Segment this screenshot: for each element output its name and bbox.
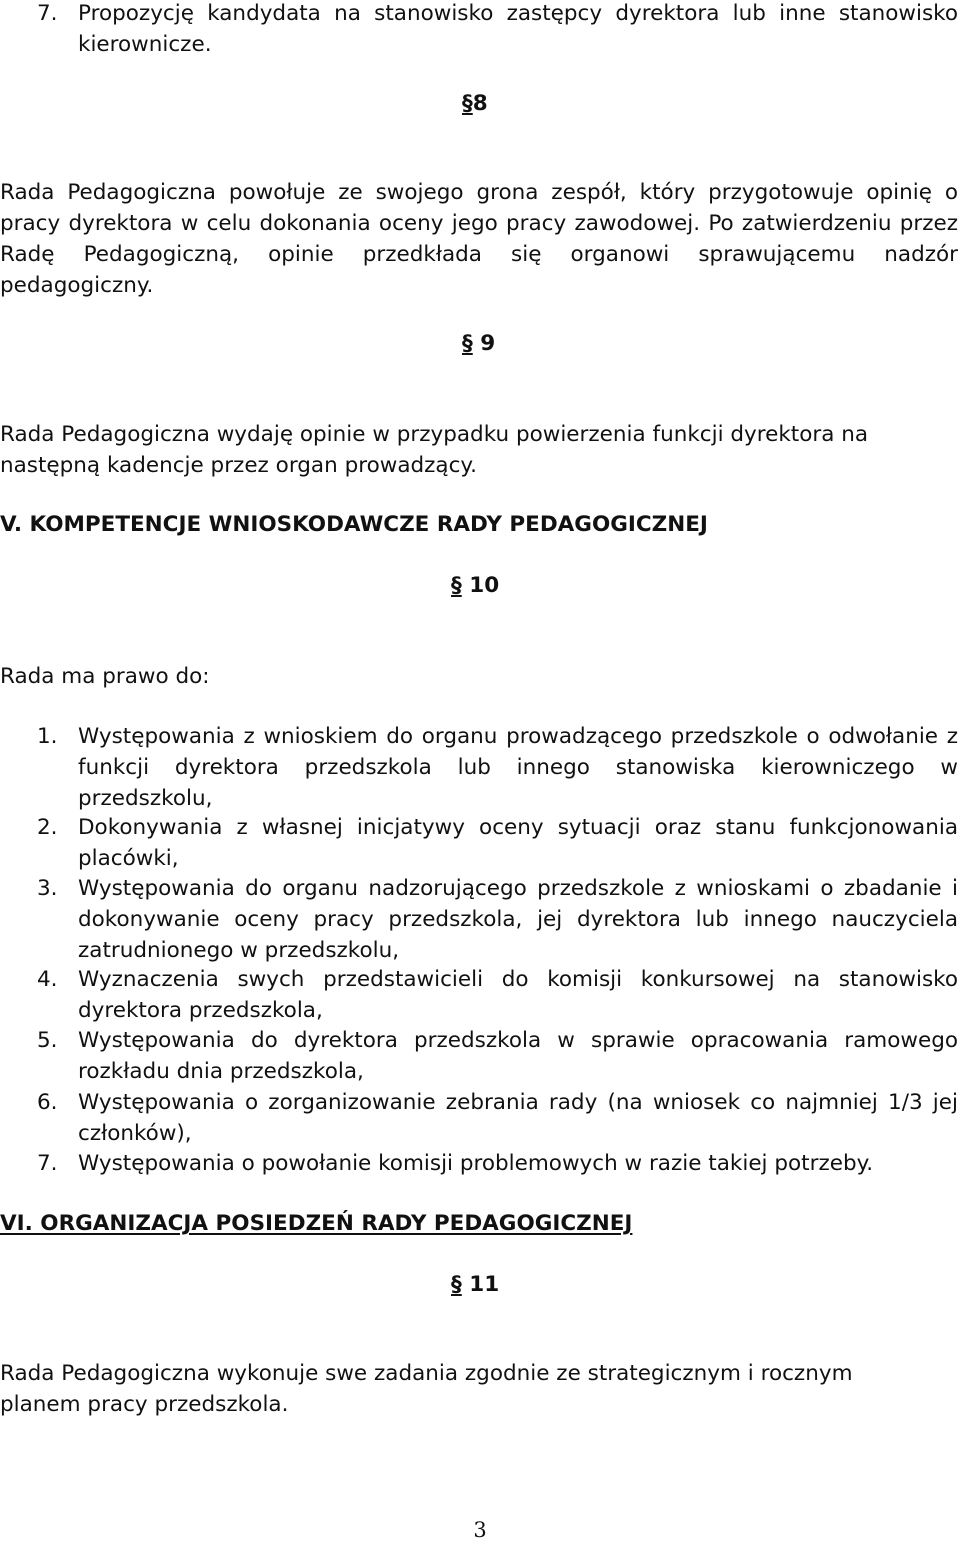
- list-item: [0, 812, 958, 874]
- list-item-text: Propozycję kandydata na stanowisko zastępcy dyrektora lub inne stanowisko kierownicze.: [78, 1, 958, 57]
- section-9-text: Rada Pedagogiczna wydaję opinie w przypadku powierzenia funkcji dyrektora na następną kadencje przez organ prowadzący.: [0, 422, 869, 478]
- list-item-number: 4.: [37, 967, 58, 992]
- list-item: [0, 0, 958, 60]
- section-sign: §: [451, 573, 462, 598]
- list-item-number: 7.: [37, 1151, 58, 1176]
- list-item: [0, 964, 958, 1026]
- section-number: 10: [461, 573, 500, 598]
- list-item-text: Występowania o zorganizowanie zebrania rady (na wniosek co najmniej 1/3 jej członków),: [78, 1090, 958, 1146]
- section-number: 11: [461, 1272, 500, 1297]
- list-item: [0, 1087, 958, 1149]
- chapter-heading-5: V. KOMPETENCJE WNIOSKODAWCZE RADY PEDAGOGICZNEJ: [0, 512, 708, 537]
- list-item-number: 3.: [37, 876, 58, 901]
- section-number: 9: [472, 331, 496, 356]
- section-sign: §: [462, 91, 473, 116]
- chapter-heading-6: VI. ORGANIZACJA POSIEDZEŃ RADY PEDAGOGICZNEJ: [0, 1211, 633, 1236]
- section-sign: §: [462, 331, 473, 356]
- section-number: 8: [472, 91, 488, 116]
- section-sign: §: [451, 1272, 462, 1297]
- section-8-text: Rada Pedagogiczna powołuje ze swojego grona zespół, który przygotowuje opinię o pracy dyrektora w celu dokonania oceny jego pracy zawodowej. Po zatwierdzeniu przez Radę Pedagogiczną, opinie przedkłada się organowi sprawującemu nadzór pedagogiczny.: [0, 180, 958, 298]
- list-item-text: Występowania do dyrektora przedszkola w sprawie opracowania ramowego rozkładu dnia przedszkola,: [78, 1028, 958, 1084]
- list-item-text: Występowania do organu nadzorującego przedszkole z wnioskami o zbadanie i dokonywanie oceny pracy przedszkola, jej dyrektora lub innego nauczyciela zatrudnionego w przedszkolu,: [78, 876, 958, 963]
- list-item: [0, 721, 958, 814]
- section-heading-10: [451, 570, 499, 601]
- list-item-text: Występowania o powołanie komisji problemowych w razie takiej potrzeby.: [78, 1151, 874, 1176]
- section-heading-8: [462, 88, 488, 119]
- list-item: [0, 1025, 958, 1087]
- list-item-number: 2.: [37, 815, 58, 840]
- list-item-number: 7.: [37, 1, 58, 26]
- page-number: 3: [473, 1518, 487, 1542]
- list-item-number: 1.: [37, 724, 58, 749]
- section-10-intro: Rada ma prawo do:: [0, 664, 210, 689]
- section-11-text: Rada Pedagogiczna wykonuje swe zadania zgodnie ze strategicznym i rocznym planem pracy przedszkola.: [0, 1361, 853, 1417]
- list-item-number: 5.: [37, 1028, 58, 1053]
- section-heading-9: [462, 328, 495, 359]
- section-heading-11: [451, 1269, 499, 1300]
- list-item-text: Dokonywania z własnej inicjatywy oceny sytuacji oraz stanu funkcjonowania placówki,: [78, 815, 958, 871]
- list-item: [0, 873, 958, 966]
- list-item-number: 6.: [37, 1090, 58, 1115]
- list-item-text: Wyznaczenia swych przedstawicieli do komisji konkursowej na stanowisko dyrektora przedszkola,: [78, 967, 958, 1023]
- list-item-text: Występowania z wnioskiem do organu prowadzącego przedszkole o odwołanie z funkcji dyrektora przedszkola lub innego stanowiska kierowniczego w przedszkolu,: [78, 724, 958, 811]
- list-item: [0, 1148, 958, 1179]
